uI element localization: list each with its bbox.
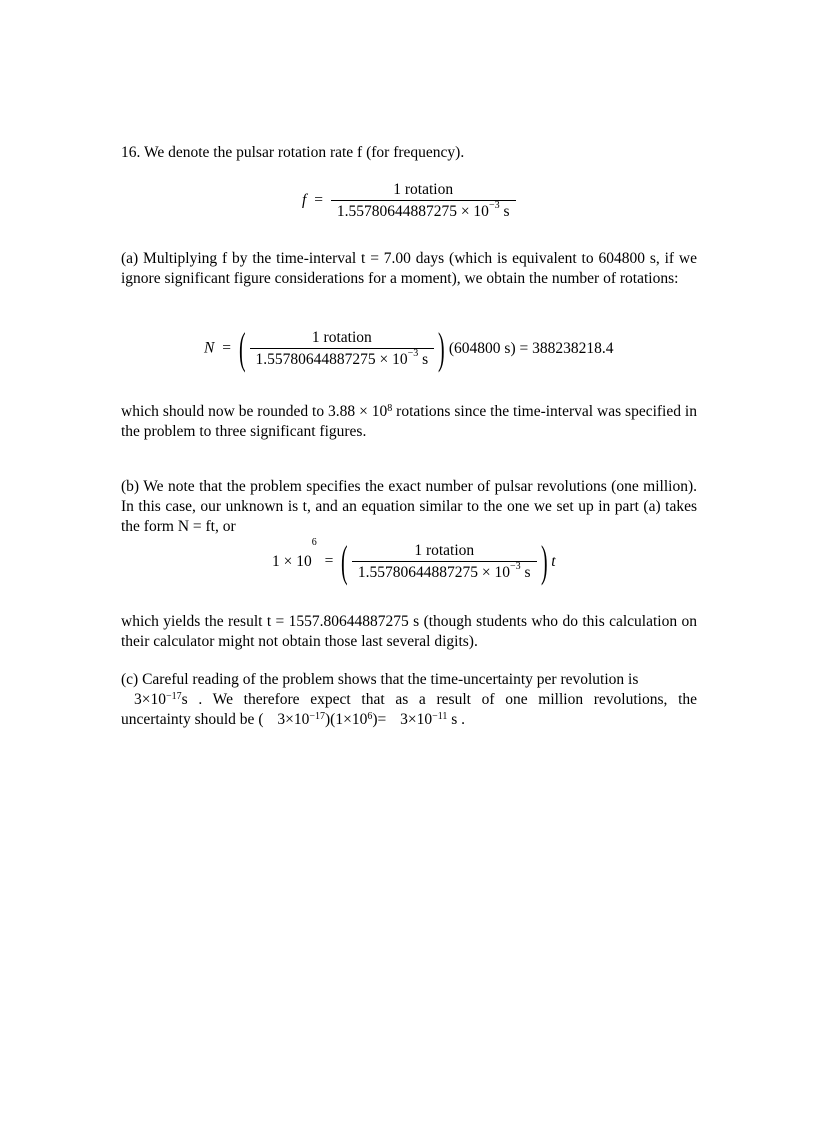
rounding-paragraph: which should now be rounded to $3.88 \times 10^8$ rotations since the time-interval was specified in the problem to three significant figures.	[121, 403, 697, 440]
part-b-paragraph: (b) We note that the problem specifies the exact number of pulsar revolutions (one million). In this case, our unknown is t, and an equation similar to the one we set up in part (a) takes the form N = ft, or	[121, 478, 697, 535]
fraction: $\frac{\text{1 rotation}}{1.55780644887275 \times 10^{-3} s}$	[250, 329, 435, 369]
result-paragraph: which yields the result t = 1557.80644887275 s (though students who do this calculation on their calculator might not obtain those last several digits).	[121, 613, 697, 650]
part-a-paragraph: (a) Multiplying f by the time-interval t = 7.00 days (which is equivalent to 604800 s, if we ignore significant figure considerations for a moment), we obtain the number of rotations:	[121, 250, 697, 287]
fraction: $\frac{\text{1 rotation}}{1.55780644887275 \times 10^{-3} s}$	[352, 542, 537, 582]
equation-f: f = $\frac{\text{1 rotation}}{1.55780644887275 \times 10^{-3} s}$	[302, 181, 516, 221]
fraction: $\frac{\text{1 rotation}}{1.55780644887275 \times 10^{-3} s}$	[331, 181, 516, 221]
eq-lhs: f	[302, 191, 307, 209]
equation-n: N = ( $\frac{\text{1 rotation}}{1.55780644887275 \times 10^{-3} s}$ ) (604800 s) = 388238218.4	[204, 324, 614, 373]
part-c-paragraph: (c) Careful reading of the problem shows that the time-uncertainty per revolution is $3\times 10^{-17}s$ . We therefore expect that as a result of one million revolutions, the uncertainty should be ( $3\times 10^{-17})(1\times 10^6)= 3\times 10^{-11}$ s .	[121, 671, 698, 728]
intro-paragraph: 16. We denote the pulsar rotation rate f (for frequency).	[121, 144, 465, 161]
equation-million: $1 \times 10^6$ = ( $\frac{\text{1 rotation}}{1.55780644887275 \times 10^{-3} s}$ ) t	[272, 537, 556, 586]
